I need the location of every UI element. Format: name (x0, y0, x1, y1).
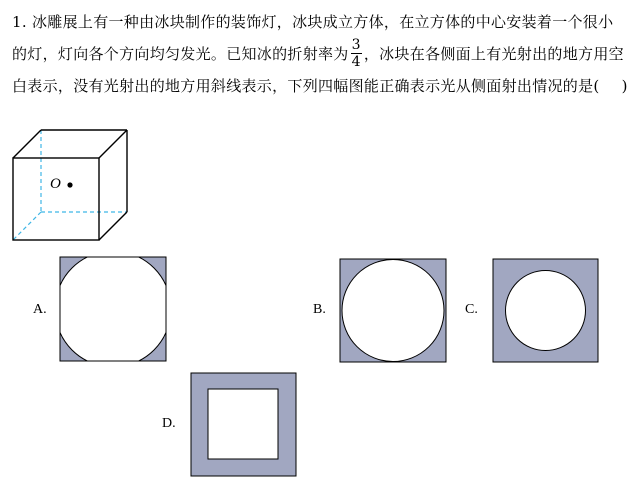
option-d-figure[interactable] (190, 372, 298, 478)
question-line-2 (12, 38, 627, 70)
option-c-figure[interactable] (492, 258, 600, 364)
question-line-2-before: 的灯，灯向各个方向均匀发光。已知冰的折射率为 (12, 45, 349, 63)
question-line-2-after: ，冰块在各侧面上有光射出的地方用空 (363, 45, 624, 63)
question-text (12, 6, 627, 102)
option-b-label: B. (313, 302, 326, 317)
center-label: O (50, 176, 61, 192)
refractive-index-fraction (351, 37, 362, 70)
option-c-label: C. (465, 302, 478, 317)
question-line-1 (12, 6, 627, 38)
cube-diagram (0, 120, 140, 250)
center-point-dot (67, 182, 72, 187)
option-b-figure[interactable] (339, 258, 449, 364)
cube-edge-top-right (99, 130, 127, 158)
option-d-light-square (208, 389, 278, 459)
fraction-denominator: 4 (351, 53, 361, 70)
hidden-edge-diagonal (13, 212, 41, 240)
option-a-figure[interactable] (59, 256, 169, 364)
option-d-label: D. (162, 416, 176, 431)
fraction-numerator: 3 (351, 36, 361, 53)
option-a-light-circle (59, 256, 169, 364)
option-b-light-circle (342, 260, 444, 362)
question-number: 1. (12, 13, 27, 31)
cube-edge-bottom-right (99, 212, 127, 240)
option-c-light-circle (506, 271, 586, 351)
cube-edge-top-left (13, 130, 41, 158)
option-a-label: A. (33, 302, 47, 317)
question-line-3 (12, 70, 627, 102)
question-line-3-text: 白表示，没有光射出的地方用斜线表示，下列四幅图能正确表示光从侧面射出情况的是( (12, 77, 600, 95)
question-line-3-end: ) (621, 77, 628, 95)
question-line-1-text: 冰雕展上有一种由冰块制作的装饰灯，冰块成立方体，在立方体的中心安装着一个很小 (32, 13, 614, 31)
